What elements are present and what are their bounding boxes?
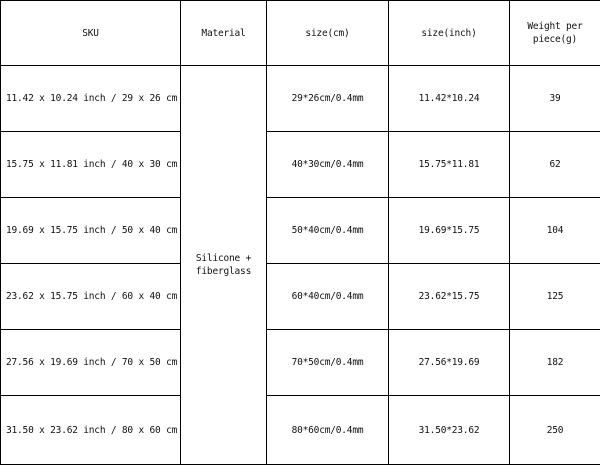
table-row: [1, 132, 600, 198]
sku-cell: 19.69 x 15.75 inch / 50 x 40 cm: [1, 198, 181, 264]
table-row: [1, 396, 600, 465]
table-row: [1, 66, 600, 132]
size-cm-cell: 29*26cm/0.4mm: [267, 66, 389, 132]
sku-cell: 23.62 x 15.75 inch / 60 x 40 cm: [1, 264, 181, 330]
size-cm-cell: 70*50cm/0.4mm: [267, 330, 389, 396]
weight-cell: 104: [510, 198, 600, 264]
header-material: Material: [181, 1, 267, 66]
size-cm-cell: 50*40cm/0.4mm: [267, 198, 389, 264]
size-inch-cell: 15.75*11.81: [389, 132, 510, 198]
size-inch-cell: 11.42*10.24: [389, 66, 510, 132]
header-row: [1, 1, 600, 66]
table-row: [1, 330, 600, 396]
sku-cell: 11.42 x 10.24 inch / 29 x 26 cm: [1, 66, 181, 132]
size-cm-cell: 80*60cm/0.4mm: [267, 396, 389, 465]
sku-cell: 27.56 x 19.69 inch / 70 x 50 cm: [1, 330, 181, 396]
size-cm-cell: 60*40cm/0.4mm: [267, 264, 389, 330]
weight-cell: 182: [510, 330, 600, 396]
weight-cell: 250: [510, 396, 600, 465]
header-sku: SKU: [1, 1, 181, 66]
sku-cell: 15.75 x 11.81 inch / 40 x 30 cm: [1, 132, 181, 198]
material-cell: Silicone + fiberglass: [181, 66, 267, 465]
weight-cell: 125: [510, 264, 600, 330]
size-inch-cell: 31.50*23.62: [389, 396, 510, 465]
weight-cell: 62: [510, 132, 600, 198]
table-row: [1, 198, 600, 264]
size-inch-cell: 23.62*15.75: [389, 264, 510, 330]
sku-cell: 31.50 x 23.62 inch / 80 x 60 cm: [1, 396, 181, 465]
header-size-inch: size(inch): [389, 1, 510, 66]
header-weight: Weight per piece(g): [510, 1, 600, 66]
size-inch-cell: 27.56*19.69: [389, 330, 510, 396]
size-cm-cell: 40*30cm/0.4mm: [267, 132, 389, 198]
weight-cell: 39: [510, 66, 600, 132]
header-size-cm: size(cm): [267, 1, 389, 66]
size-inch-cell: 19.69*15.75: [389, 198, 510, 264]
table-row: [1, 264, 600, 330]
